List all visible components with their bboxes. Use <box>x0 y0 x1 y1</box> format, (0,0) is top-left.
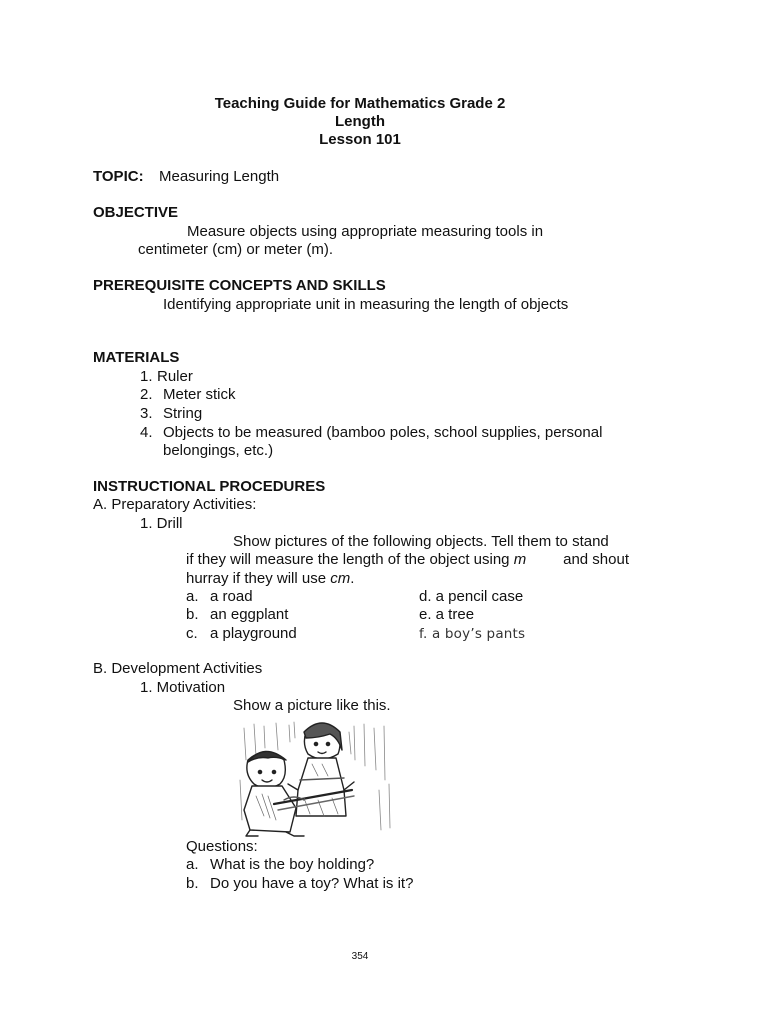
drill-line-2-end: and shout <box>558 551 629 568</box>
question-a-letter: a. <box>186 856 199 873</box>
materials-item-4: Objects to be measured (bamboo poles, school supplies, personal <box>163 424 603 441</box>
topic-value: Measuring Length <box>159 168 280 185</box>
document-title: Teaching Guide for Mathematics Grade 2 <box>214 95 506 112</box>
drill-line-3-end: . <box>350 570 355 587</box>
unit-cm: cm <box>330 570 351 587</box>
question-b: Do you have a toy? What is it? <box>210 875 414 892</box>
preparatory-label: A. Preparatory Activities: <box>93 496 257 513</box>
materials-item-2: Meter stick <box>163 386 236 403</box>
materials-item-4-cont: belongings, etc.) <box>163 442 274 459</box>
drill-label: 1. Drill <box>140 515 183 532</box>
materials-item-2-num: 2. <box>140 386 153 403</box>
page-number: 354 <box>351 951 369 962</box>
motivation-label: 1. Motivation <box>140 679 226 696</box>
drill-item-f: f. a boy’s pants <box>419 626 526 642</box>
materials-heading: MATERIALS <box>93 349 180 366</box>
drill-item-e: e. a tree <box>419 606 475 623</box>
materials-item-1-num: 1. <box>140 368 153 385</box>
objective-heading: OBJECTIVE <box>93 204 179 221</box>
drill-line-3-text: hurray if they will use <box>186 570 331 587</box>
objective-line-2: centimeter (cm) or meter (m). <box>138 241 334 258</box>
drill-line-2-start <box>186 551 526 570</box>
materials-item-3: String <box>163 405 203 422</box>
drill-item-b: an eggplant <box>210 606 289 623</box>
motivation-text: Show a picture like this. <box>233 697 391 714</box>
drill-item-d: d. a pencil case <box>419 588 524 605</box>
drill-item-a: a road <box>210 588 253 605</box>
topic-label: TOPIC: <box>93 168 144 185</box>
procedures-heading: INSTRUCTIONAL PROCEDURES <box>93 478 326 495</box>
drill-item-a-letter: a. <box>186 588 199 605</box>
document-subtitle: Length <box>335 113 385 130</box>
drill-line-3 <box>186 570 354 589</box>
prerequisite-heading: PREREQUISITE CONCEPTS AND SKILLS <box>93 277 386 294</box>
drill-line-1: Show pictures of the following objects. Tell them to stand <box>233 533 609 550</box>
development-label: B. Development Activities <box>93 660 263 677</box>
drill-line-2-text: if they will measure the length of the object using <box>186 551 514 568</box>
children-illustration <box>234 720 394 838</box>
objective-line-1: Measure objects using appropriate measuring tools in <box>187 223 544 240</box>
materials-item-3-num: 3. <box>140 405 153 422</box>
prerequisite-text: Identifying appropriate unit in measuring the length of objects <box>163 296 569 313</box>
drill-item-b-letter: b. <box>186 606 199 623</box>
questions-label: Questions: <box>186 838 258 855</box>
lesson-number: Lesson 101 <box>319 131 401 148</box>
drill-item-c-letter: c. <box>186 625 198 642</box>
drill-item-c: a playground <box>210 625 297 642</box>
unit-m: m <box>513 551 527 568</box>
question-b-letter: b. <box>186 875 199 892</box>
drill-line-2 <box>186 551 629 570</box>
materials-item-1: Ruler <box>157 368 193 385</box>
question-a: What is the boy holding? <box>210 856 375 873</box>
materials-item-4-num: 4. <box>140 424 153 441</box>
